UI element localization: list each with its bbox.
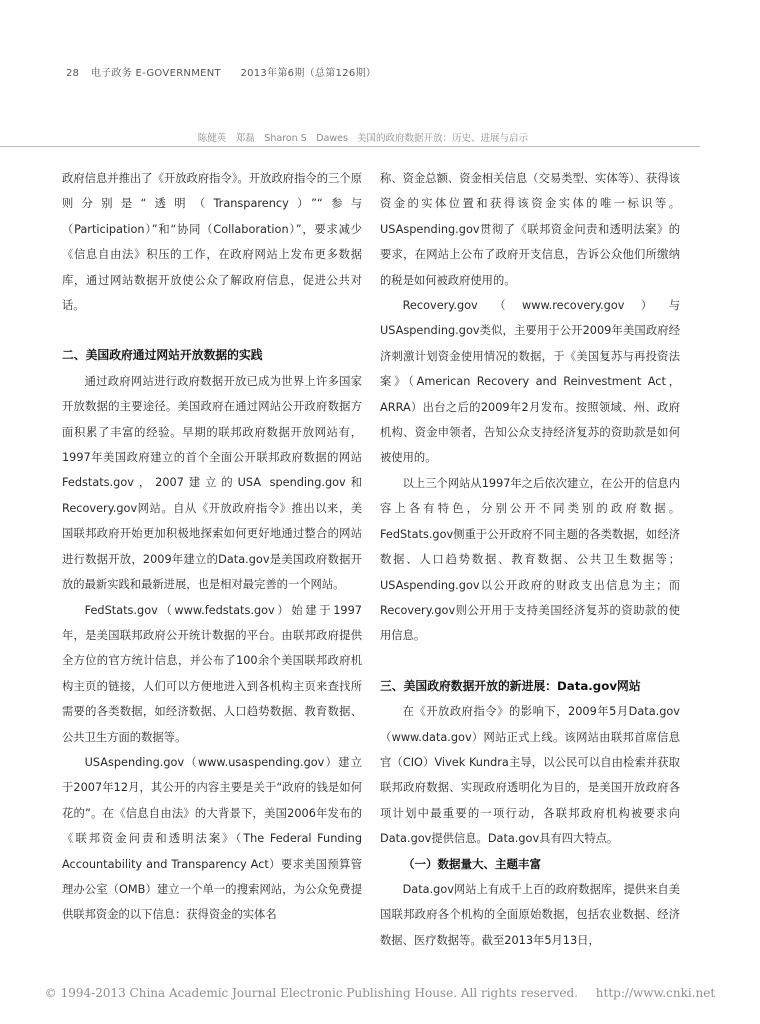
right-column [380, 166, 680, 953]
running-head-title: 美国的政府数据开放：历史、进展与启示 [356, 133, 528, 144]
paragraph: Recovery.gov（www.recovery.gov）与USAspending.gov类似，主要用于公开2009年美国政府经济刺激计划资金使用情况的数据，于《美国复苏与再投资法案》（American Recovery and Reinvestment Act，ARRA）出台之后的2009年2月发布。按照领域、州、政府机构、资金申领者，告知公众支持经济复苏的资助款是如何被使用的。 [380, 299, 680, 465]
left-column [62, 166, 362, 928]
section-heading: 三、美国政府数据开放的新进展：Data.gov网站 [380, 678, 641, 693]
paragraph: 称、资金总额、资金相关信息（交易类型、实体等）、获得该资金的实体位置和获得该资金实体的唯一标识等。USAspending.gov贯彻了《联邦资金问责和透明法案》的要求，在网站上公布了政府开支信息，告诉公众他们所缴纳的税是如何被政府使用的。 [380, 172, 680, 287]
paragraph: 通过政府网站进行政府数据开放已成为世界上许多国家开放数据的主要途径。美国政府在通过网站公开政府数据方面积累了丰富的经验。早期的联邦政府数据开放网站有，1997年美国政府建立的首个全面公开联邦政府数据的网站Fedstats.gov，2007建立的USA spending.gov和Recovery.gov网站。自从《开放政府指令》推出以来，美国联邦政府开始更加积极地探索如何更好地通过整合的网站进行数据开放，2009年建立的Data.gov是美国政府数据开放的最新实践和最新进展，也是相对最完善的一个网站。 [62, 374, 362, 592]
footer-url[interactable]: http://www.cnki.net [595, 986, 716, 1000]
paragraph: 以上三个网站从1997年之后依次建立，在公开的信息内容上各有特色，分别公开不同类别的政府数据。FedStats.gov侧重于公开政府不同主题的各类数据，如经济数据、人口趋势数据、教育数据、公共卫生数据等；USAspending.gov以公开政府的财政支出信息为主；而Recovery.gov则公开用于支持美国经济复苏的资助款的使用信息。 [380, 476, 680, 643]
paragraph: Data.gov网站上有成千上百的政府数据库，提供来自美国联邦政府各个机构的全面原始数据，包括农业数据、经济数据、医疗数据等。截至2013年5月13日， [380, 882, 680, 947]
paragraph: USAspending.gov（www.usaspending.gov）建立于2007年12月，其公开的内容主要是关于“政府的钱是如何花的”。在《信息自由法》的大背景下，美国2006年发布的《联邦资金问责和透明法案》（The Federal Funding Accountability and Transparency Act）要求美国预算管理办公室（OMB）建立一个单一的搜索网站，为公众免费提供联邦资金的以下信息：获得资金的实体名 [62, 755, 362, 922]
paragraph: FedStats.gov（www.fedstats.gov）始建于1997年，是美国联邦政府公开统计数据的平台。由联邦政府提供全方位的官方统计信息，并公布了100余个美国联邦政府机构主页的链接，人们可以方便地进入到各机构主页来查找所需要的各类数据，如经济数据、人口趋势数据、教育数据、公共卫生方面的数据等。 [62, 603, 362, 744]
subsection-heading: （一）数据量大、主题丰富 [403, 856, 541, 871]
paragraph: 在《开放政府指令》的影响下，2009年5月Data.gov（www.data.gov）网站正式上线。该网站由联邦首席信息官（CIO）Vivek Kundra主导，以公民可以自由检索并获取联邦政府数据、实现政府透明化为目的，是美国开放政府各项计划中最重要的一项行动，各联邦政府机构被要求向Data.gov提供信息。Data.gov具有四大特点。 [380, 705, 680, 846]
copyright-footer [0, 986, 760, 1000]
paragraph: 政府信息并推出了《开放政府指令》。开放政府指令的三个原则分别是“透明（Transparency）”“参与（Participation）”和“协同（Collaboration）”，要求减少《信息自由法》积压的工作，在政府网站上发布更多数据库，通过网站数据开放使公众了解政府信息，促进公共对话。 [62, 172, 362, 313]
running-head-authors: 陈健英 郑磊 Sharon S Dawes [197, 133, 348, 144]
journal-name: 电子政务 E-GOVERNMENT [90, 68, 221, 79]
issue-info: 2013年第6期（总第126期） [240, 68, 377, 79]
header-rule [0, 146, 700, 147]
running-head [198, 130, 528, 144]
section-heading: 二、美国政府通过网站开放数据的实践 [62, 348, 263, 363]
page-number: 28 [66, 68, 80, 79]
journal-header [66, 64, 376, 79]
copyright-text: © 1994-2013 China Academic Journal Electronic Publishing House. All rights reserved. [44, 986, 578, 1000]
